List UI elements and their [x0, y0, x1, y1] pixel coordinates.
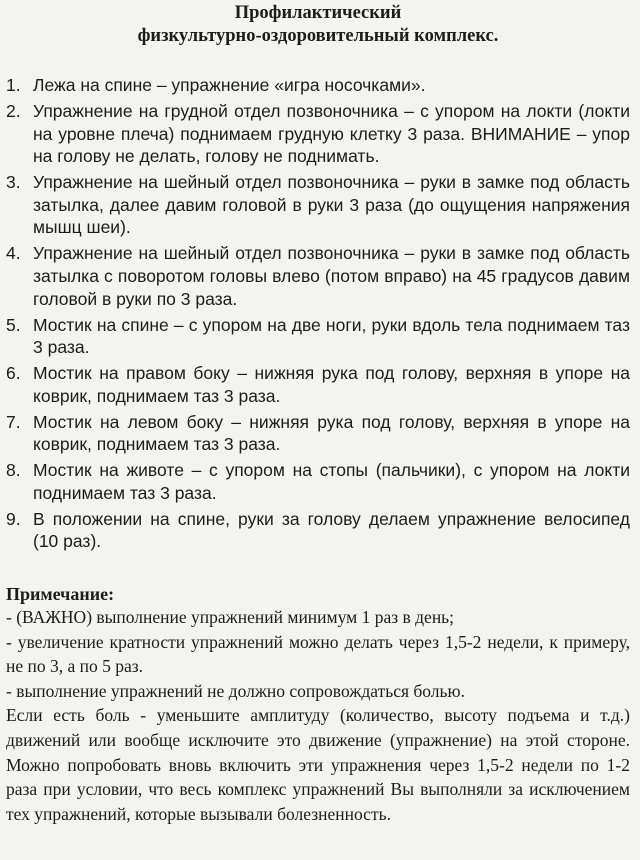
- exercise-number: 9.: [6, 508, 21, 529]
- exercise-text: Упражнение на шейный отдел позвоночника – руки в замке под область затылка, далее давим головой в руки 3 раза (до ощущения напряжения мышц шеи).: [33, 172, 630, 238]
- exercise-text: Упражнение на грудной отдел позвоночника – с упором на локти (локти на уровне плеча) поднимаем грудную клетку 3 раза. ВНИМАНИЕ – упор на голову не делать, голову не поднимать.: [33, 100, 630, 167]
- note-item: - выполнение упражнений не должно сопровождаться болью.: [6, 680, 465, 701]
- exercise-number: 7.: [6, 411, 21, 432]
- exercise-item: [6, 508, 630, 553]
- note-item: - (ВАЖНО) выполнение упражнений минимум 1 раз в день;: [6, 607, 455, 627]
- exercise-number: 4.: [6, 243, 21, 264]
- exercise-number: 3.: [6, 172, 21, 193]
- exercise-number: 5.: [6, 314, 21, 335]
- exercise-text: Мостик на левом боку – нижняя рука под голову, верхняя в упоре на коврик, поднимаем таз 3 раза.: [33, 411, 630, 455]
- title-line-2: физкультурно-оздоровительный комплекс.: [137, 26, 499, 46]
- exercise-item: [6, 74, 630, 97]
- exercise-number: 1.: [6, 75, 21, 95]
- exercise-item: [6, 411, 630, 456]
- exercise-item: [6, 459, 630, 504]
- exercise-number: 2.: [6, 100, 21, 121]
- notes-section: [6, 583, 630, 826]
- exercise-item: [6, 314, 630, 359]
- document-title: [6, 0, 630, 48]
- exercise-text: Упражнение на шейный отдел позвоночника – руки в замке под область затылка с поворотом головы влево (потом вправо) на 45 градусов давим головой в руки по 3 раза.: [33, 243, 630, 309]
- exercise-text: Мостик на правом боку – нижняя рука под голову, верхняя в упоре на коврик, поднимаем таз 3 раза.: [33, 363, 630, 406]
- note-paragraph: Если есть боль - уменьшите амплитуду (количество, высоту подъема и т.д.) движений или вообще исключите это движение (упражнение) на этой стороне. Можно попробовать вновь включить эти упражнения через 1,5-2 недели по 1-2 раза при условии, что весь комплекс упражнений Вы выполняли за исключением тех упражнений, которые вызывали болезненность.: [6, 705, 630, 824]
- exercise-text: Мостик на животе – с упором на стопы (пальчики), с упором на локти поднимаем таз 3 раза.: [33, 460, 630, 503]
- exercise-item: [6, 171, 630, 239]
- notes-heading: Примечание:: [6, 584, 115, 604]
- exercise-item: [6, 362, 630, 407]
- note-item: - увеличение кратности упражнений можно делать через 1,5-2 недели, к примеру, не по 3, а по 5 раз.: [6, 631, 630, 677]
- exercise-item: [6, 242, 630, 310]
- exercise-number: 6.: [6, 363, 21, 384]
- title-line-1: Профилактический: [234, 3, 402, 23]
- exercise-list: [6, 74, 630, 553]
- exercise-text: В положении на спине, руки за голову делаем упражнение велосипед (10 раз).: [33, 508, 630, 552]
- exercise-number: 8.: [6, 460, 21, 481]
- exercise-text: Лежа на спине – упражнение «игра носочками».: [33, 75, 426, 95]
- exercise-item: [6, 100, 630, 168]
- exercise-text: Мостик на спине – с упором на две ноги, руки вдоль тела поднимаем таз 3 раза.: [33, 314, 630, 358]
